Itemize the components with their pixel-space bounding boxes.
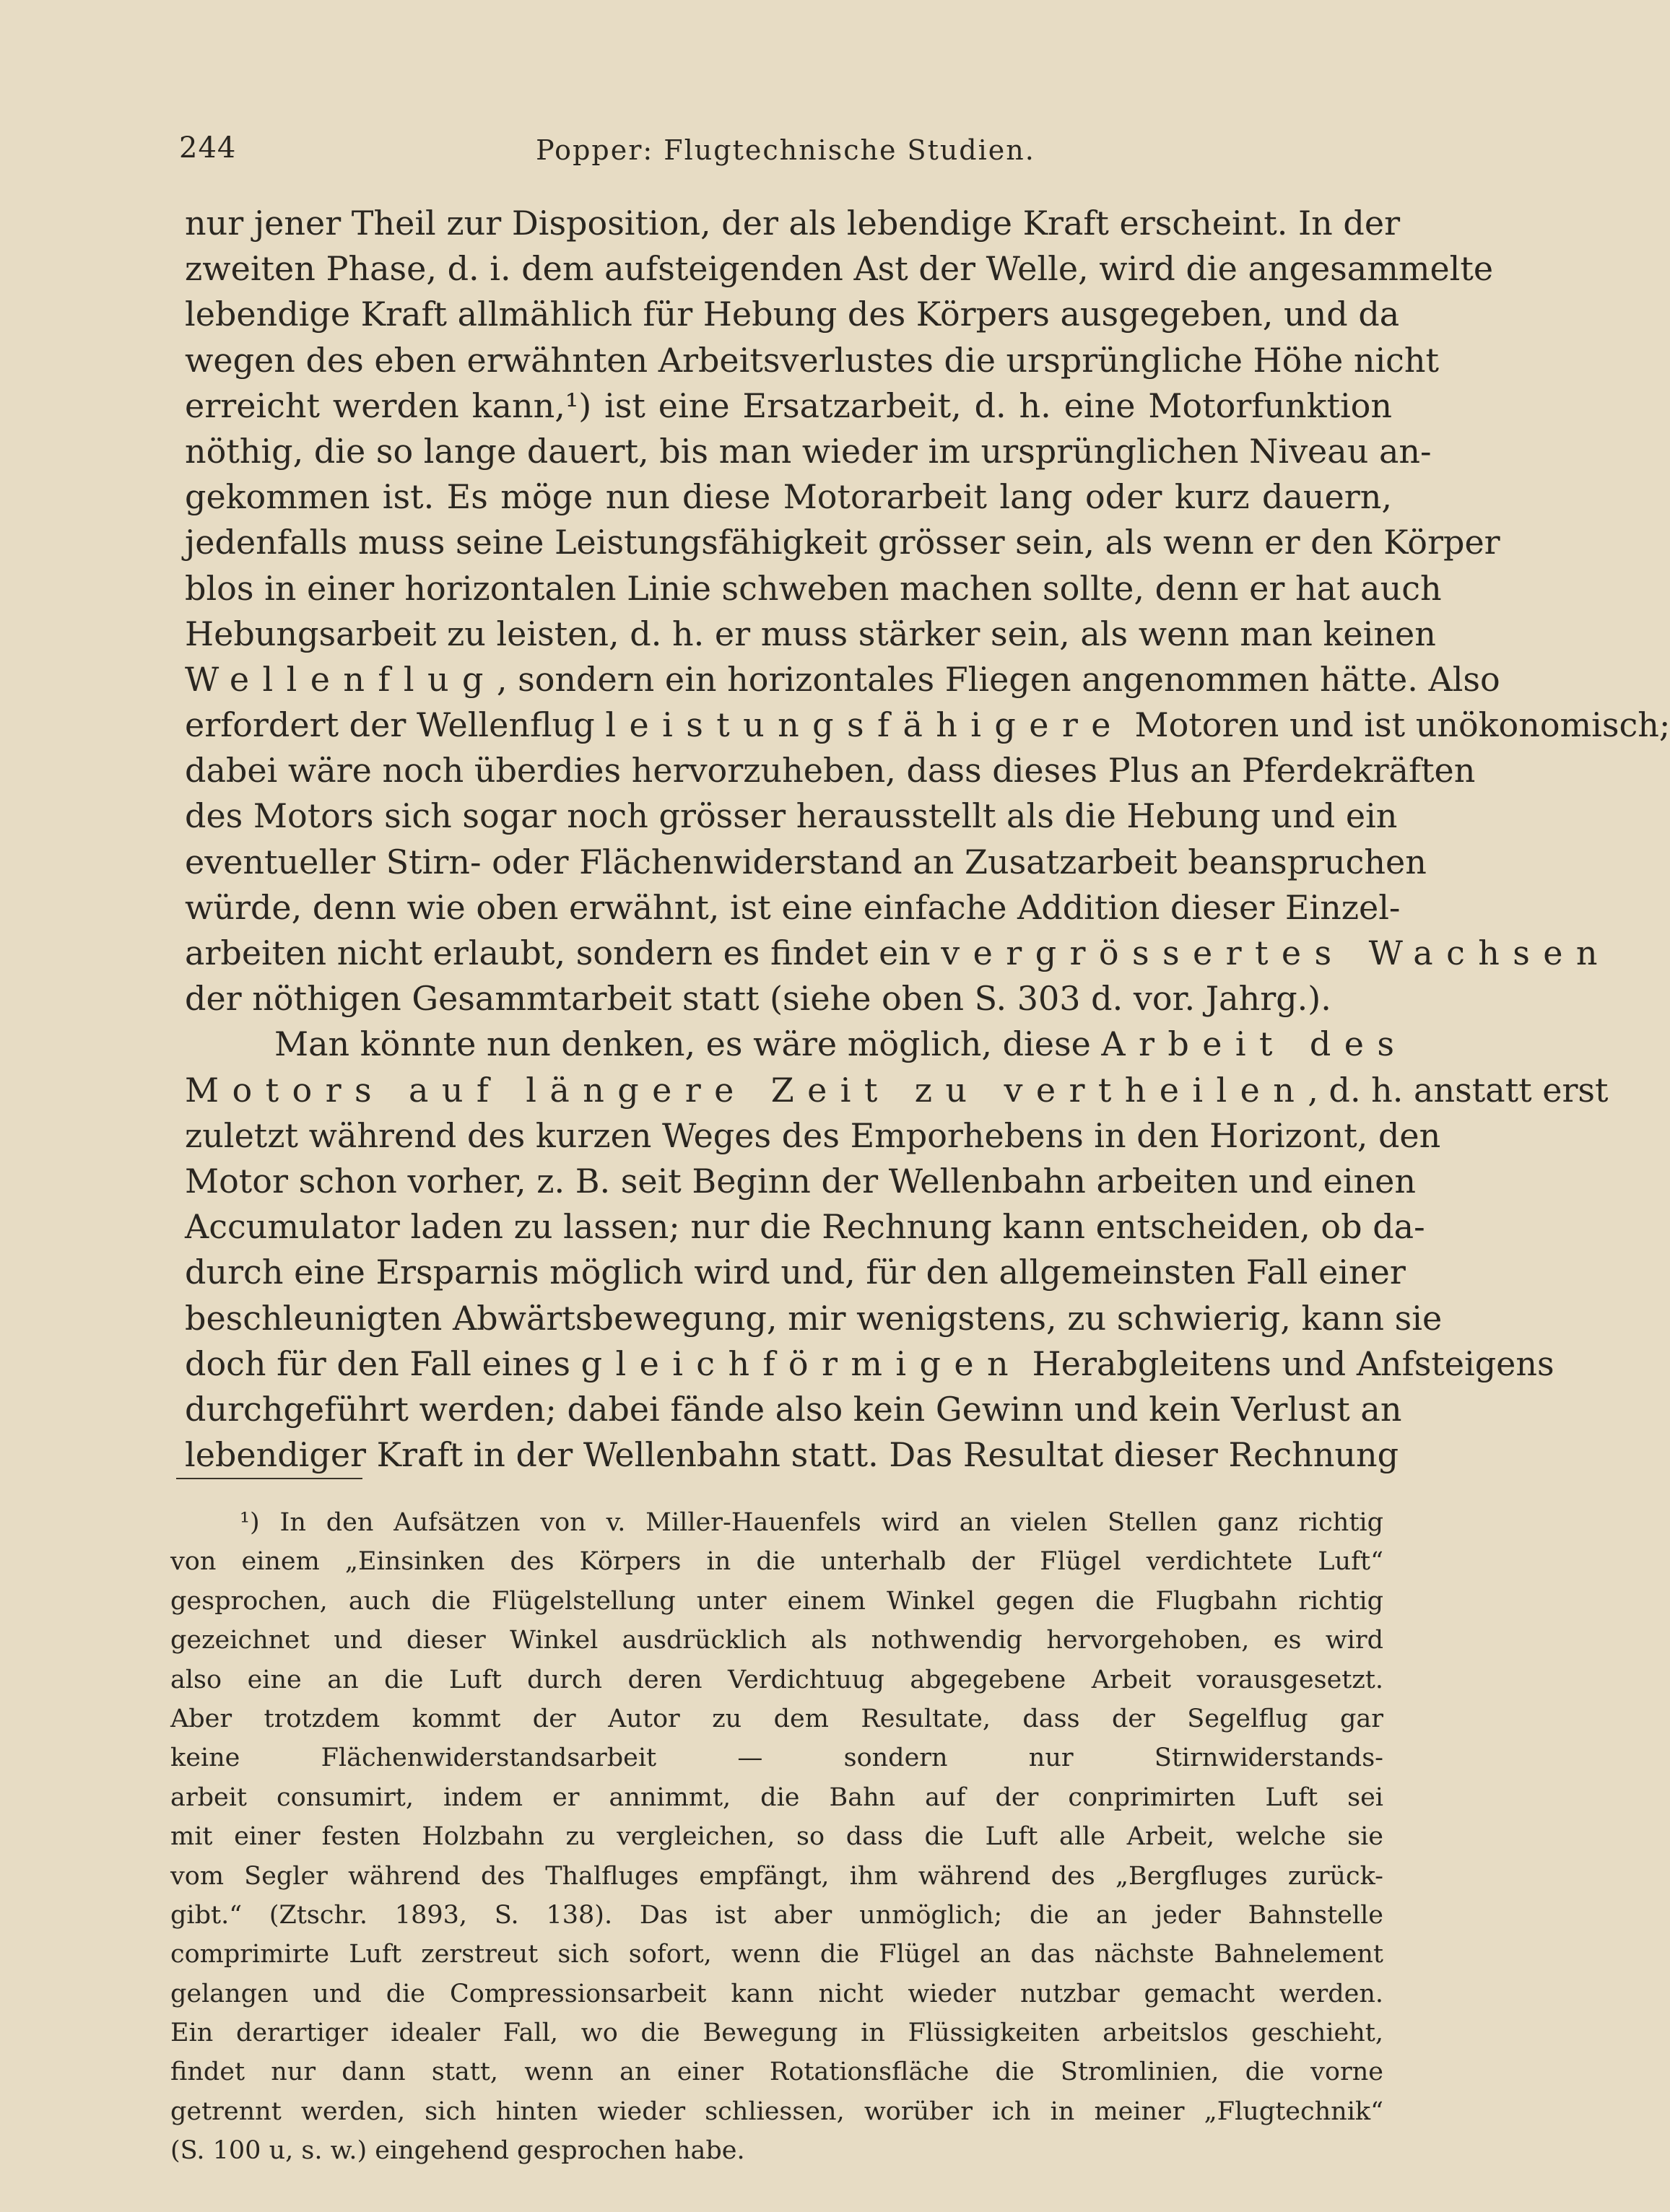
footnote-line: arbeit consumirt, indem er annimmt, die Bahn auf der conprimirten Luft sei: [170, 1782, 1383, 1812]
text-line: Motor schon vorher, z. B. seit Beginn der Wellenbahn arbeiten und einen: [185, 1161, 1416, 1201]
footnote-line: keine Flächenwiderstandsarbeit — sondern nur Stirnwiderstands-: [170, 1743, 1383, 1773]
spaced-emphasis: Wellenflug: [185, 659, 497, 699]
text-line: gekommen ist. Es möge nun diese Motorarbeit lang oder kurz dauern,: [185, 477, 1392, 517]
text-line: dabei wäre noch überdies hervorzuheben, dass dieses Plus an Pferdekräften: [185, 751, 1476, 791]
text-line: der nöthigen Gesammtarbeit statt (siehe oben S. 303 d. vor. Jahrg.).: [185, 979, 1331, 1019]
text-line: doch für den Fall eines gleichförmigen Herabgleitens und Anfsteigens: [185, 1344, 1554, 1383]
text-line: lebendiger Kraft in der Wellenbahn statt. Das Resultat dieser Rechnung: [185, 1435, 1399, 1475]
text-line: des Motors sich sogar noch grösser herausstellt als die Hebung und ein: [185, 796, 1398, 836]
text-line: wegen des eben erwähnten Arbeitsverlustes die ursprüngliche Höhe nicht: [185, 340, 1440, 380]
spaced-emphasis: leistungsfähigere: [605, 705, 1124, 745]
text-line: durchgeführt werden; dabei fände also kein Gewinn und kein Verlust an: [185, 1389, 1402, 1429]
footnote-line: (S. 100 u, s. w.) eingehend gesprochen habe.: [170, 2136, 745, 2166]
text-line: durch eine Ersparnis möglich wird und, für den allgemeinsten Fall einer: [185, 1253, 1406, 1292]
page-number: 244: [179, 131, 237, 165]
spaced-emphasis: vergrössertes Wachsen: [941, 933, 1611, 972]
text-line: zweiten Phase, d. i. dem aufsteigenden Ast der Welle, wird die angesammelte: [185, 249, 1494, 289]
text-line: jedenfalls muss seine Leistungsfähigkeit grösser sein, als wenn er den Körper: [185, 523, 1500, 562]
footnote-line: gesprochen, auch die Flügelstellung unter einem Winkel gegen die Flugbahn richtig: [170, 1586, 1383, 1616]
text-line: Man könnte nun denken, es wäre möglich, diese Arbeit des: [274, 1024, 1408, 1064]
footnote-line: Ein derartiger idealer Fall, wo die Bewegung in Flüssigkeiten arbeitslos geschieht,: [170, 2019, 1383, 2048]
footnote: [170, 1503, 1383, 2171]
text-line: erfordert der Wellenflug leistungsfähigere Motoren und ist unökonomisch;: [185, 705, 1670, 745]
text-line: nöthig, die so lange dauert, bis man wieder im ursprünglichen Niveau an-: [185, 431, 1432, 471]
text-line: Wellenflug, sondern ein horizontales Fliegen angenommen hätte. Also: [185, 659, 1500, 699]
text-line: Accumulator laden zu lassen; nur die Rechnung kann entscheiden, ob da-: [185, 1207, 1425, 1247]
text-line: würde, denn wie oben erwähnt, ist eine einfache Addition dieser Einzel-: [185, 887, 1401, 927]
text-line: erreicht werden kann,¹) ist eine Ersatzarbeit, d. h. eine Motorfunktion: [185, 386, 1392, 425]
footnote-line: comprimirte Luft zerstreut sich sofort, wenn die Flügel an das nächste Bahnelement: [170, 1940, 1383, 1969]
text-line: blos in einer horizontalen Linie schweben machen sollte, denn er hat auch: [185, 568, 1442, 608]
footnote-line: gelangen und die Compressionsarbeit kann nicht wieder nutzbar gemacht werden.: [170, 1979, 1383, 2008]
text-line: zuletzt während des kurzen Weges des Emporhebens in den Horizont, den: [185, 1115, 1441, 1155]
footnote-line: Aber trotzdem kommt der Autor zu dem Resultate, dass der Segelflug gar: [170, 1704, 1383, 1733]
text-line: beschleunigten Abwärtsbewegung, mir wenigstens, zu schwierig, kann sie: [185, 1298, 1443, 1338]
footnote-line: vom Segler während des Thalfluges empfängt, ihm während des „Bergfluges zurück-: [170, 1861, 1383, 1891]
footnote-line: gibt.“ (Ztschr. 1893, S. 138). Das ist aber unmöglich; die an jeder Bahnstelle: [170, 1900, 1383, 1930]
spaced-emphasis: gleichförmigen: [580, 1344, 1022, 1383]
footnote-line: also eine an die Luft durch deren Verdichtuug abgegebene Arbeit vorausgesetzt.: [170, 1665, 1383, 1694]
text-line: arbeiten nicht erlaubt, sondern es findet ein vergrössertes Wachsen: [185, 933, 1611, 972]
spaced-emphasis: Motors auf längere Zeit zu vertheilen: [185, 1070, 1308, 1110]
footnote-line: findet nur dann statt, wenn an einer Rotationsfläche die Stromlinien, die vorne: [170, 2058, 1383, 2087]
footnote-rule: [176, 1478, 362, 1479]
footnote-line: ¹) In den Aufsätzen von v. Miller-Hauenfels wird an vielen Stellen ganz richtig: [240, 1508, 1383, 1537]
text-line: nur jener Theil zur Disposition, der als lebendige Kraft erscheint. In der: [185, 204, 1401, 243]
page-header: [179, 131, 1392, 179]
spaced-emphasis: Arbeit des: [1101, 1024, 1408, 1064]
text-line: Motors auf längere Zeit zu vertheilen, d. h. anstatt erst: [185, 1070, 1609, 1110]
footnote-line: mit einer festen Holzbahn zu vergleichen, so dass die Luft alle Arbeit, welche sie: [170, 1822, 1383, 1852]
text-line: Hebungsarbeit zu leisten, d. h. er muss stärker sein, als wenn man keinen: [185, 614, 1436, 653]
main-text: [185, 201, 1670, 1478]
text-line: eventueller Stirn- oder Flächenwiderstand an Zusatzarbeit beanspruchen: [185, 842, 1427, 881]
footnote-line: von einem „Einsinken des Körpers in die unterhalb der Flügel verdichtete Luft“: [170, 1547, 1383, 1577]
footnote-line: getrennt werden, sich hinten wieder schliessen, worüber ich in meiner „Flugtechnik“: [170, 2096, 1383, 2126]
text-line: lebendige Kraft allmählich für Hebung des Körpers ausgegeben, und da: [185, 295, 1400, 334]
footnote-line: gezeichnet und dieser Winkel ausdrücklich als nothwendig hervorgehoben, es wird: [170, 1626, 1383, 1655]
running-head: Popper: Flugtechnische Studien.: [536, 134, 1035, 166]
